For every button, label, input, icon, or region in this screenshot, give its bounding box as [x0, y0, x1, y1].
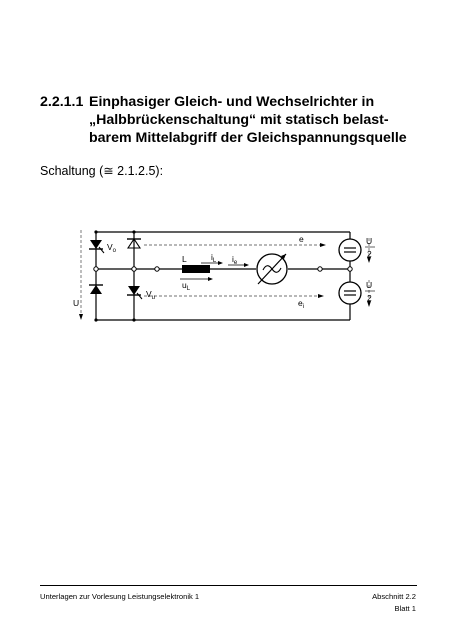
dc-source-top-icon [339, 239, 361, 261]
inductor-icon [182, 265, 210, 273]
footer-section: Abschnitt 2.2 [372, 592, 416, 601]
footer-course: Unterlagen zur Vorlesung Leistungselektronik 1 [40, 592, 200, 601]
label-ie: $i_e$ [232, 254, 238, 266]
junction-dot [348, 267, 352, 271]
arrow-ul-head [208, 277, 213, 281]
label-il: $i_L$ [211, 252, 217, 264]
label-u: U [73, 298, 80, 308]
label-ei: $e_i$ [298, 298, 305, 310]
junction-dot [318, 267, 322, 271]
circuit-caption: Schaltung (≅ 2.1.2.5): [40, 164, 164, 178]
dc-source-bottom-icon [339, 282, 361, 304]
junction-dot [132, 267, 136, 271]
section-title-line-2: „Halbbrückenschaltung“ mit statisch belast- [89, 112, 389, 128]
arrow-e-head [320, 243, 326, 247]
label-u2-bottom-den: 2 [367, 293, 372, 303]
label-vo: $V_o$ [107, 242, 117, 254]
footer-sheet: Blatt 1 [394, 604, 416, 613]
label-u2-top-den: 2 [367, 249, 372, 259]
junction-dot [94, 267, 98, 271]
section-number: 2.2.1.1 [40, 94, 84, 110]
junction-dot [132, 318, 135, 321]
label-vu: $V_u$ [146, 289, 156, 301]
label-l: L [182, 254, 187, 264]
label-u2-bottom-num: U [366, 280, 373, 290]
junction-dot [155, 267, 159, 271]
ac-load-icon [257, 254, 287, 284]
junction-dot [94, 318, 97, 321]
arrow-il-head [218, 261, 223, 265]
circuit-diagram [70, 220, 380, 335]
junction-dot [94, 230, 97, 233]
arrow-u-head [79, 314, 83, 320]
footer-divider [40, 585, 417, 586]
junction-dot [132, 230, 135, 233]
diode-left-bottom-icon [89, 285, 103, 294]
label-e: e [299, 234, 304, 244]
section-title-line-3: barem Mittelabgriff der Gleichspannungsquelle [89, 130, 407, 146]
section-title-line-1: Einphasiger Gleich- und Wechselrichter in [89, 94, 375, 110]
arrow-ei-head [318, 294, 324, 298]
label-u2-top-num: U [366, 236, 373, 246]
arrow-ie-head [244, 263, 249, 267]
label-ul: $u_L$ [182, 280, 191, 292]
